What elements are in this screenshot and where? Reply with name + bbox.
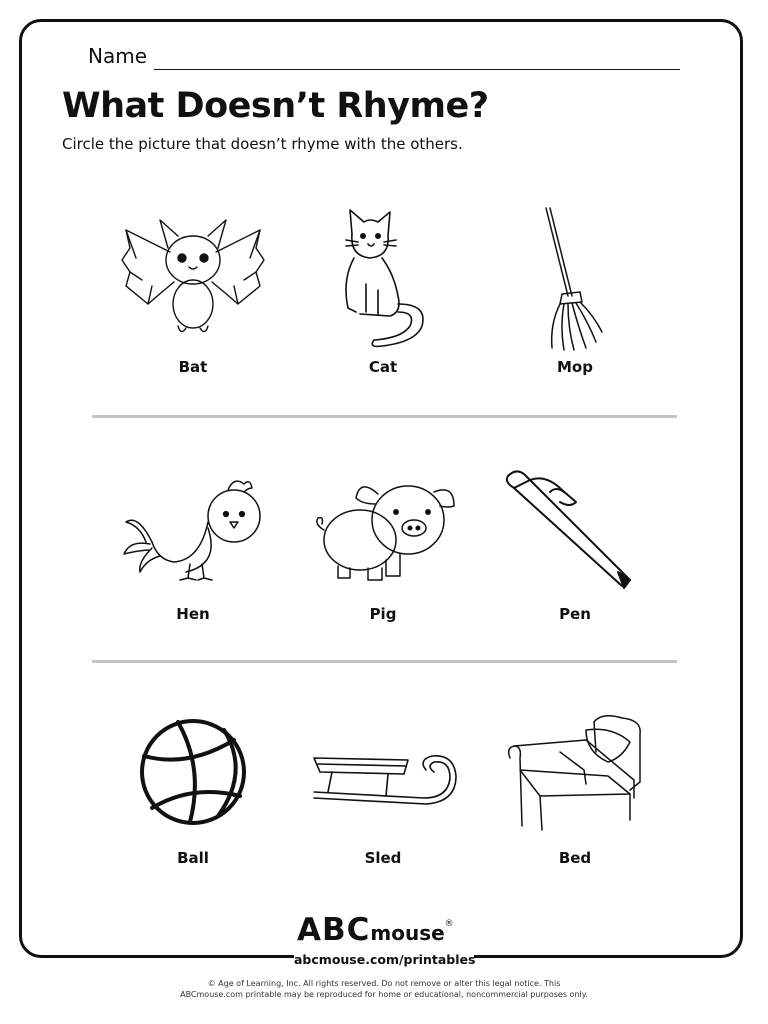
picture-option-bed[interactable] — [490, 712, 660, 892]
legal-notice — [0, 978, 768, 1000]
name-write-line[interactable] — [154, 69, 680, 70]
item-label-bed: Bed — [558, 849, 592, 867]
bed-icon — [490, 712, 660, 837]
logo-abc: ABC — [297, 912, 371, 948]
item-label-bat: Bat — [178, 358, 208, 376]
name-field[interactable] — [88, 44, 680, 72]
picture-option-hen[interactable] — [108, 468, 278, 648]
row-divider-1 — [92, 415, 677, 418]
item-label-pig: Pig — [369, 605, 397, 623]
printables-url[interactable]: abcmouse.com/printables — [294, 949, 474, 973]
instructions: Circle the picture that doesn’t rhyme with the others. — [62, 135, 463, 153]
picture-option-cat[interactable] — [298, 200, 468, 380]
ball-icon — [108, 712, 278, 832]
pen-icon — [490, 462, 660, 592]
legal-line-2: ABCmouse.com printable may be reproduced for home or educational, noncommercial purposes only. — [180, 990, 588, 999]
item-label-hen: Hen — [176, 605, 210, 623]
bat-icon — [108, 200, 278, 345]
item-label-sled: Sled — [364, 849, 402, 867]
item-label-ball: Ball — [177, 849, 209, 867]
picture-option-pig[interactable] — [298, 468, 468, 648]
pig-icon — [298, 468, 468, 588]
name-label: Name — [88, 44, 148, 68]
item-label-pen: Pen — [559, 605, 591, 623]
picture-option-ball[interactable] — [108, 712, 278, 892]
page-title: What Doesn’t Rhyme? — [62, 86, 489, 126]
cat-icon — [298, 200, 468, 355]
picture-option-mop[interactable] — [490, 200, 660, 380]
picture-option-bat[interactable] — [108, 200, 278, 380]
mop-icon — [490, 200, 660, 355]
row-divider-2 — [92, 660, 677, 663]
logo-mouse: mouse — [370, 921, 445, 945]
picture-option-pen[interactable] — [490, 462, 660, 642]
sled-icon — [298, 712, 468, 832]
logo-registered: ® — [444, 919, 454, 929]
hen-icon — [108, 468, 278, 588]
abcmouse-logo — [297, 912, 477, 948]
picture-option-sled[interactable] — [298, 712, 468, 892]
legal-line-1: © Age of Learning, Inc. All rights reserved. Do not remove or alter this legal notice. This — [207, 979, 561, 988]
item-label-mop: Mop — [557, 358, 593, 376]
item-label-cat: Cat — [368, 358, 398, 376]
